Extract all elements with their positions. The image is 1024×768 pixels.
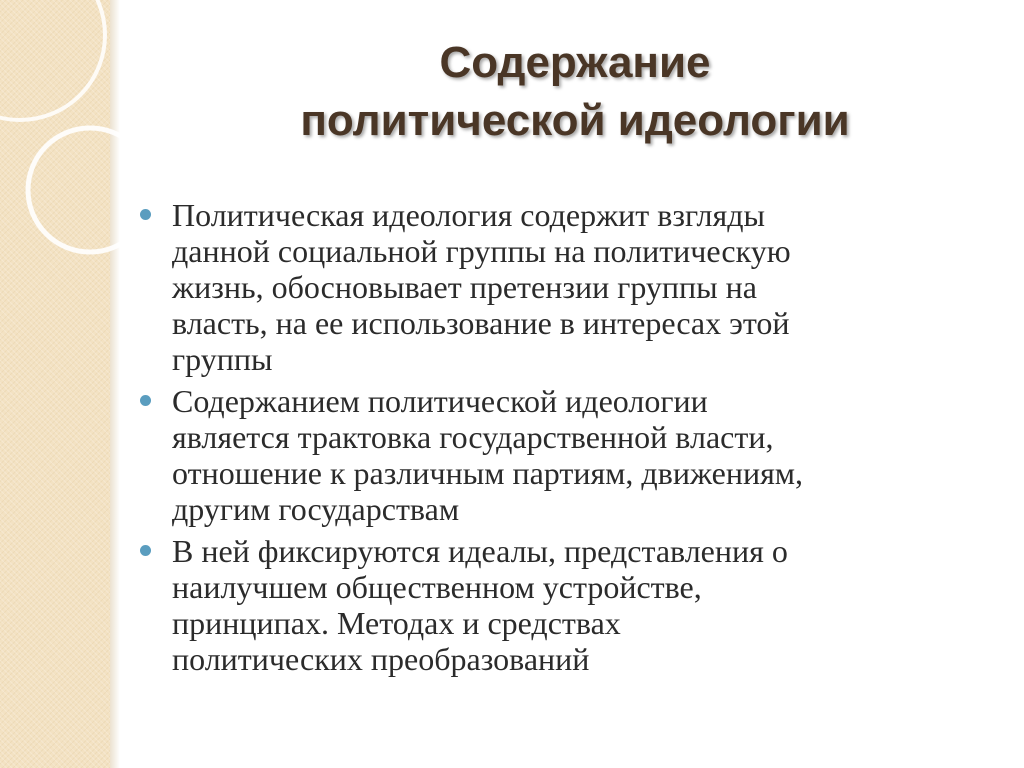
bullet-text-line: принципах. Методах и средствах <box>172 605 621 641</box>
decorative-circles <box>0 0 140 300</box>
bullet-text-line: В ней фиксируются идеалы, представления о <box>172 533 788 569</box>
bullet-text-line: власть, на ее использование в интересах этой <box>172 305 790 341</box>
bullet-item <box>172 197 972 377</box>
decorative-circle-small <box>28 128 140 252</box>
bullet-text-line: политических преобразований <box>172 641 590 677</box>
bullet-text-line: группы <box>172 341 273 377</box>
bullet-list <box>172 197 972 683</box>
bullet-item <box>172 383 972 527</box>
title-line-2: политической идеологии <box>300 96 850 145</box>
title-line-1: Содержание <box>439 38 711 87</box>
bullet-text-line: является трактовка государственной власти, <box>172 419 774 455</box>
bullet-text-line: Политическая идеология содержит взгляды <box>172 197 765 233</box>
bullet-text-line: данной социальной группы на политическую <box>172 233 791 269</box>
bullet-text-line: другим государствам <box>172 491 460 527</box>
decorative-circle-large <box>0 0 105 120</box>
bullet-dot-icon <box>140 395 151 406</box>
bullet-item <box>172 533 972 677</box>
bullet-text-line: Содержанием политической идеологии <box>172 383 708 419</box>
slide-title <box>150 34 1000 150</box>
bullet-text-line: жизнь, обосновывает претензии группы на <box>172 269 757 305</box>
bullet-dot-icon <box>140 545 151 556</box>
bullet-text-line: наилучшем общественном устройстве, <box>172 569 702 605</box>
bullet-text-line: отношение к различным партиям, движениям, <box>172 455 804 491</box>
bullet-dot-icon <box>140 209 151 220</box>
